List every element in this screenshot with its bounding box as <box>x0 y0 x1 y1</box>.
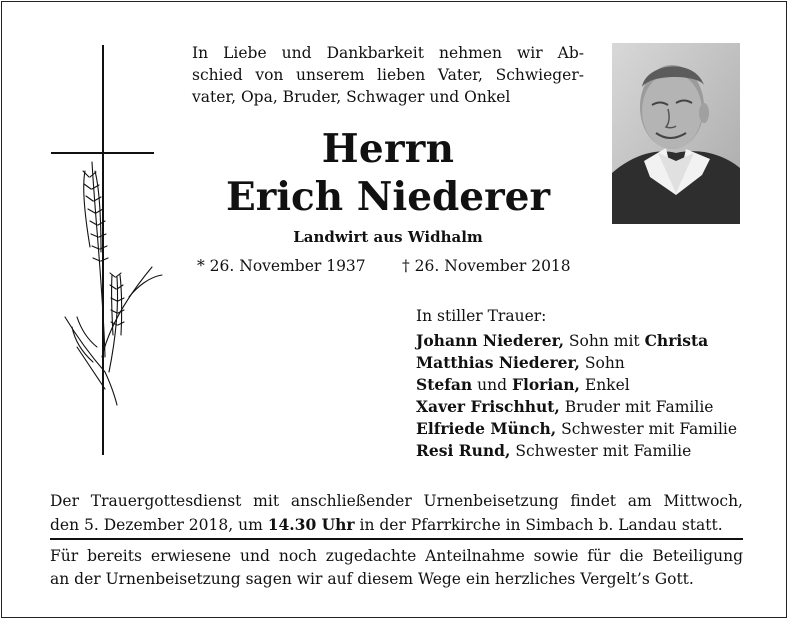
birth-date: * 26. November 1937 <box>197 257 366 275</box>
divider <box>50 538 743 540</box>
deceased-name: Erich Niederer <box>225 174 551 220</box>
mourner-relation: Enkel <box>579 376 630 394</box>
thanks-line: Für bereits erwiesene und noch zugedachte Anteilnahme sowie für die Beteiligung <box>50 547 743 565</box>
death-date: † 26. November 2018 <box>402 257 571 275</box>
mourner-relation: Sohn <box>579 354 625 372</box>
mourner-relation: und <box>472 376 512 394</box>
occupation: Landwirt aus Widhalm <box>293 228 483 246</box>
mourner-entry <box>416 440 746 462</box>
mourner-entry <box>416 418 746 440</box>
service-line-end: in der Pfarrkirche in Simbach b. Landau statt. <box>354 516 723 534</box>
mourners-list <box>416 305 746 462</box>
salutation: Herrn <box>321 126 455 172</box>
mourner-entry <box>416 374 746 396</box>
portrait-photo <box>612 43 740 224</box>
mourner-entry <box>416 330 746 352</box>
mourner-relation: Schwester mit Familie <box>510 442 692 460</box>
mourner-relation: Schwester mit Familie <box>556 420 738 438</box>
service-info <box>50 490 743 537</box>
intro-line: In Liebe und Dankbarkeit nehmen wir Ab- <box>192 44 584 62</box>
mourner-name: Xaver Frischhut, <box>416 397 560 416</box>
mourner-name: Resi Rund, <box>416 441 511 460</box>
service-line: Der Trauergottesdienst mit anschließender Urnenbeisetzung findet am Mittwoch, <box>50 492 743 510</box>
thanks-line: an der Urnenbeisetzung sagen wir auf diesem Wege ein herzliches Vergelt’s Gott. <box>50 570 694 588</box>
mourners-heading: In stiller Trauer: <box>416 307 547 325</box>
mourner-name: Elfriede Münch, <box>416 419 557 438</box>
cross-bar <box>51 152 154 154</box>
mourner-entry <box>416 396 746 418</box>
intro-line: vater, Opa, Bruder, Schwager und Onkel <box>192 88 511 106</box>
mourner-name: Stefan <box>416 375 473 394</box>
wheat-icon <box>57 157 167 407</box>
service-time: 14.30 Uhr <box>267 515 355 534</box>
mourner-name: Christa <box>644 331 709 350</box>
mourner-relation: Sohn mit <box>564 332 645 350</box>
mourner-entry <box>416 352 746 374</box>
service-line-start: den 5. Dezember 2018, um <box>50 516 268 534</box>
mourner-relation: Bruder mit Familie <box>559 398 714 416</box>
intro-text <box>192 42 584 108</box>
intro-line: schied von unserem lieben Vater, Schwieger- <box>192 66 584 84</box>
mourner-name: Matthias Niederer, <box>416 353 580 372</box>
obituary-notice <box>1 1 787 618</box>
mourner-name: Florian, <box>511 375 580 394</box>
mourner-name: Johann Niederer, <box>416 331 564 350</box>
thanks-text <box>50 545 743 591</box>
